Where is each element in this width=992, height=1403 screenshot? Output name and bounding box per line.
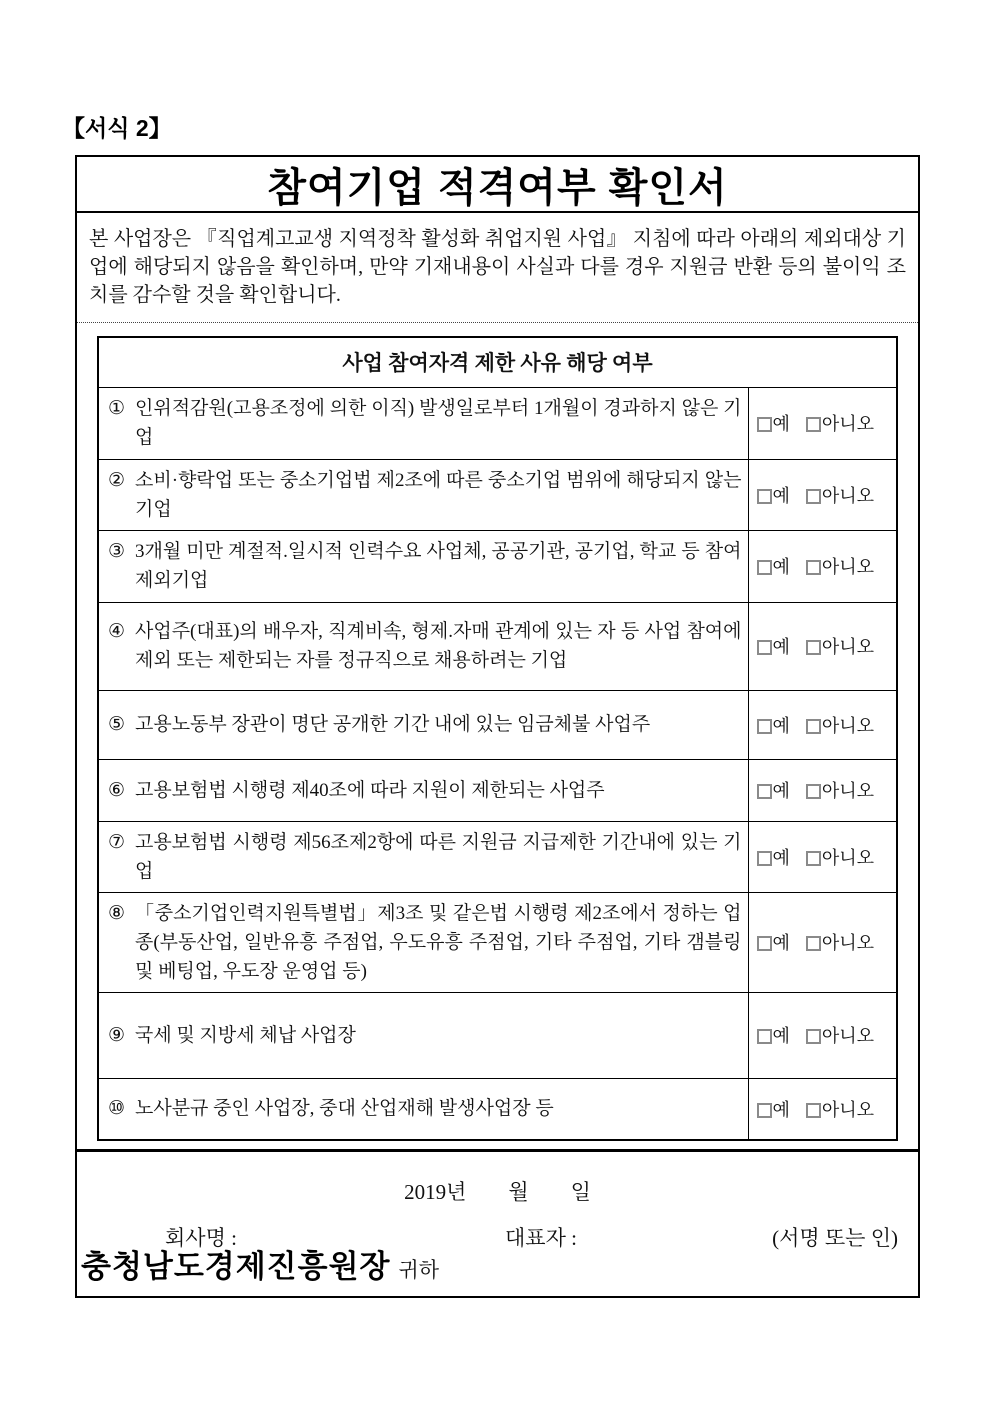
yes-option[interactable] bbox=[757, 637, 790, 657]
yes-option[interactable] bbox=[757, 486, 790, 506]
no-option[interactable] bbox=[806, 716, 874, 736]
yes-label: 예 bbox=[772, 1026, 790, 1046]
no-label: 아니오 bbox=[821, 485, 875, 506]
item-description bbox=[108, 1094, 742, 1123]
item-text: 노사분규 중인 사업장, 중대 산업재해 발생사업장 등 bbox=[135, 1098, 554, 1120]
table-row bbox=[98, 821, 897, 892]
yes-label: 예 bbox=[772, 557, 790, 577]
no-label: 아니오 bbox=[821, 933, 875, 953]
no-checkbox[interactable] bbox=[806, 936, 821, 951]
item-number: ① bbox=[108, 398, 126, 419]
recipient-line bbox=[81, 1241, 439, 1286]
yes-option[interactable] bbox=[757, 781, 790, 801]
yes-label: 예 bbox=[772, 485, 790, 506]
item-number: ② bbox=[108, 469, 126, 491]
answer-cell bbox=[748, 821, 897, 892]
item-text: 국세 및 지방세 체납 사업장 bbox=[135, 1024, 356, 1046]
item-description bbox=[108, 1021, 742, 1050]
item-text: 인위적감원(고용조정에 의한 이직) 발생일로부터 1개월이 경과하지 않은 기업 bbox=[135, 398, 742, 448]
yes-label: 예 bbox=[772, 781, 790, 801]
page-title: 참여기업 적격여부 확인서 bbox=[267, 165, 728, 210]
item-number: ③ bbox=[108, 541, 126, 562]
item-number: ⑩ bbox=[108, 1098, 126, 1120]
yes-checkbox[interactable] bbox=[757, 1103, 772, 1118]
item-text: 고용보험법 시행령 제40조에 따라 지원이 제한되는 사업주 bbox=[135, 779, 605, 801]
yes-option[interactable] bbox=[757, 848, 790, 868]
date-line: 2019년 월 일 bbox=[404, 1180, 591, 1204]
item-description bbox=[108, 394, 742, 452]
yes-checkbox[interactable] bbox=[757, 489, 772, 504]
intro-paragraph: 본 사업장은 『직업계고교생 지역정착 활성화 취업지원 사업』 지침에 따라 아래의 제외대상 기업에 해당되지 않음을 확인하며, 만약 기재내용이 사실과 다를 경우 지원금 반환 등의 불이익 조치를 감수할 것을 확인합니다. bbox=[77, 213, 918, 323]
no-checkbox[interactable] bbox=[806, 784, 821, 799]
table-row bbox=[98, 690, 897, 759]
answer-cell bbox=[748, 530, 897, 602]
yes-option[interactable] bbox=[757, 933, 790, 953]
yes-label: 예 bbox=[772, 1099, 790, 1120]
item-number: ⑦ bbox=[108, 831, 126, 853]
item-description bbox=[108, 710, 742, 739]
yes-checkbox[interactable] bbox=[757, 1029, 772, 1044]
item-text: 고용보험법 시행령 제56조제2항에 따른 지원금 지급제한 기간내에 있는 기업 bbox=[135, 831, 742, 882]
yes-label: 예 bbox=[772, 414, 790, 434]
yes-option[interactable] bbox=[757, 1026, 790, 1046]
signature-note: (서명 또는 인) bbox=[772, 1226, 898, 1250]
no-option[interactable] bbox=[806, 781, 874, 801]
no-option[interactable] bbox=[806, 486, 874, 506]
item-number: ⑤ bbox=[108, 714, 126, 735]
item-text: 소비·향락업 또는 중소기업법 제2조에 따른 중소기업 범위에 해당되지 않는 기업 bbox=[135, 469, 742, 520]
no-checkbox[interactable] bbox=[806, 489, 821, 504]
no-label: 아니오 bbox=[821, 557, 875, 577]
no-label: 아니오 bbox=[821, 781, 875, 801]
answer-cell bbox=[748, 759, 897, 821]
no-label: 아니오 bbox=[821, 1026, 875, 1046]
yes-label: 예 bbox=[772, 847, 790, 868]
answer-cell bbox=[748, 602, 897, 690]
table-row bbox=[98, 992, 897, 1078]
item-number: ⑧ bbox=[108, 902, 126, 924]
no-checkbox[interactable] bbox=[806, 417, 821, 432]
footer-section bbox=[77, 1149, 918, 1296]
item-number: ⑥ bbox=[108, 779, 126, 801]
yes-checkbox[interactable] bbox=[757, 936, 772, 951]
table-row bbox=[98, 1078, 897, 1140]
recipient-name: 충청남도경제진흥원장 bbox=[81, 1249, 391, 1284]
no-label: 아니오 bbox=[821, 414, 875, 434]
yes-checkbox[interactable] bbox=[757, 560, 772, 575]
title-section bbox=[77, 157, 918, 213]
item-description bbox=[108, 617, 742, 675]
no-label: 아니오 bbox=[821, 1099, 875, 1120]
yes-checkbox[interactable] bbox=[757, 851, 772, 866]
table-row bbox=[98, 892, 897, 992]
eligibility-table bbox=[97, 336, 898, 1141]
form-number-label: 【서식 2】 bbox=[62, 115, 172, 141]
yes-option[interactable] bbox=[757, 1100, 790, 1120]
yes-option[interactable] bbox=[757, 557, 790, 577]
table-body bbox=[98, 387, 897, 1140]
yes-label: 예 bbox=[772, 637, 790, 657]
item-text: 고용노동부 장관이 명단 공개한 기간 내에 있는 임금체불 사업주 bbox=[135, 714, 651, 735]
no-option[interactable] bbox=[806, 414, 874, 434]
recipient-suffix: 귀하 bbox=[398, 1258, 440, 1282]
answer-cell bbox=[748, 992, 897, 1078]
no-checkbox[interactable] bbox=[806, 640, 821, 655]
no-checkbox[interactable] bbox=[806, 560, 821, 575]
answer-cell bbox=[748, 690, 897, 759]
yes-checkbox[interactable] bbox=[757, 417, 772, 432]
yes-option[interactable] bbox=[757, 716, 790, 736]
yes-label: 예 bbox=[772, 933, 790, 953]
ceo-label: 대표자 : bbox=[505, 1226, 577, 1250]
table-row bbox=[98, 759, 897, 821]
no-label: 아니오 bbox=[821, 847, 875, 868]
no-option[interactable] bbox=[806, 933, 874, 953]
item-text: 「중소기업인력지원특별법」제3조 및 같은법 시행령 제2조에서 정하는 업종(부동산업, 일반유흥 주점업, 우도유흥 주점업, 기타 주점업, 기타 갬블링 및 베팅업, 우도장 운영업 등) bbox=[135, 902, 742, 982]
yes-option[interactable] bbox=[757, 414, 790, 434]
table-header-row bbox=[98, 337, 897, 387]
table-row bbox=[98, 459, 897, 530]
item-description bbox=[108, 537, 742, 595]
yes-checkbox[interactable] bbox=[757, 784, 772, 799]
no-label: 아니오 bbox=[821, 715, 875, 736]
no-option[interactable] bbox=[806, 1100, 874, 1120]
form-outer-box bbox=[75, 155, 920, 1298]
item-description bbox=[108, 776, 742, 805]
no-checkbox[interactable] bbox=[806, 719, 821, 734]
table-section bbox=[77, 323, 918, 1141]
no-label: 아니오 bbox=[821, 637, 875, 657]
table-header: 사업 참여자격 제한 사유 해당 여부 bbox=[98, 337, 897, 387]
item-description bbox=[108, 466, 742, 524]
no-option[interactable] bbox=[806, 637, 874, 657]
yes-checkbox[interactable] bbox=[757, 640, 772, 655]
company-name-label: 회사명 : bbox=[165, 1226, 237, 1250]
answer-cell bbox=[748, 459, 897, 530]
no-checkbox[interactable] bbox=[806, 851, 821, 866]
item-number: ⑨ bbox=[108, 1024, 126, 1046]
no-checkbox[interactable] bbox=[806, 1103, 821, 1118]
item-description bbox=[108, 828, 742, 886]
answer-cell bbox=[748, 1078, 897, 1140]
item-text: 3개월 미만 계절적.일시적 인력수요 사업체, 공공기관, 공기업, 학교 등 참여 제외기업 bbox=[135, 541, 742, 591]
item-number: ④ bbox=[108, 621, 126, 642]
answer-cell bbox=[748, 892, 897, 992]
table-row bbox=[98, 387, 897, 459]
no-checkbox[interactable] bbox=[806, 1029, 821, 1044]
no-option[interactable] bbox=[806, 1026, 874, 1046]
item-text: 사업주(대표)의 배우자, 직계비속, 형제.자매 관계에 있는 자 등 사업 참여에 제외 또는 제한되는 자를 정규직으로 채용하려는 기업 bbox=[135, 621, 742, 671]
no-option[interactable] bbox=[806, 557, 874, 577]
answer-cell bbox=[748, 387, 897, 459]
yes-checkbox[interactable] bbox=[757, 719, 772, 734]
table-row bbox=[98, 530, 897, 602]
table-row bbox=[98, 602, 897, 690]
yes-label: 예 bbox=[772, 715, 790, 736]
no-option[interactable] bbox=[806, 848, 874, 868]
item-description bbox=[108, 899, 742, 986]
